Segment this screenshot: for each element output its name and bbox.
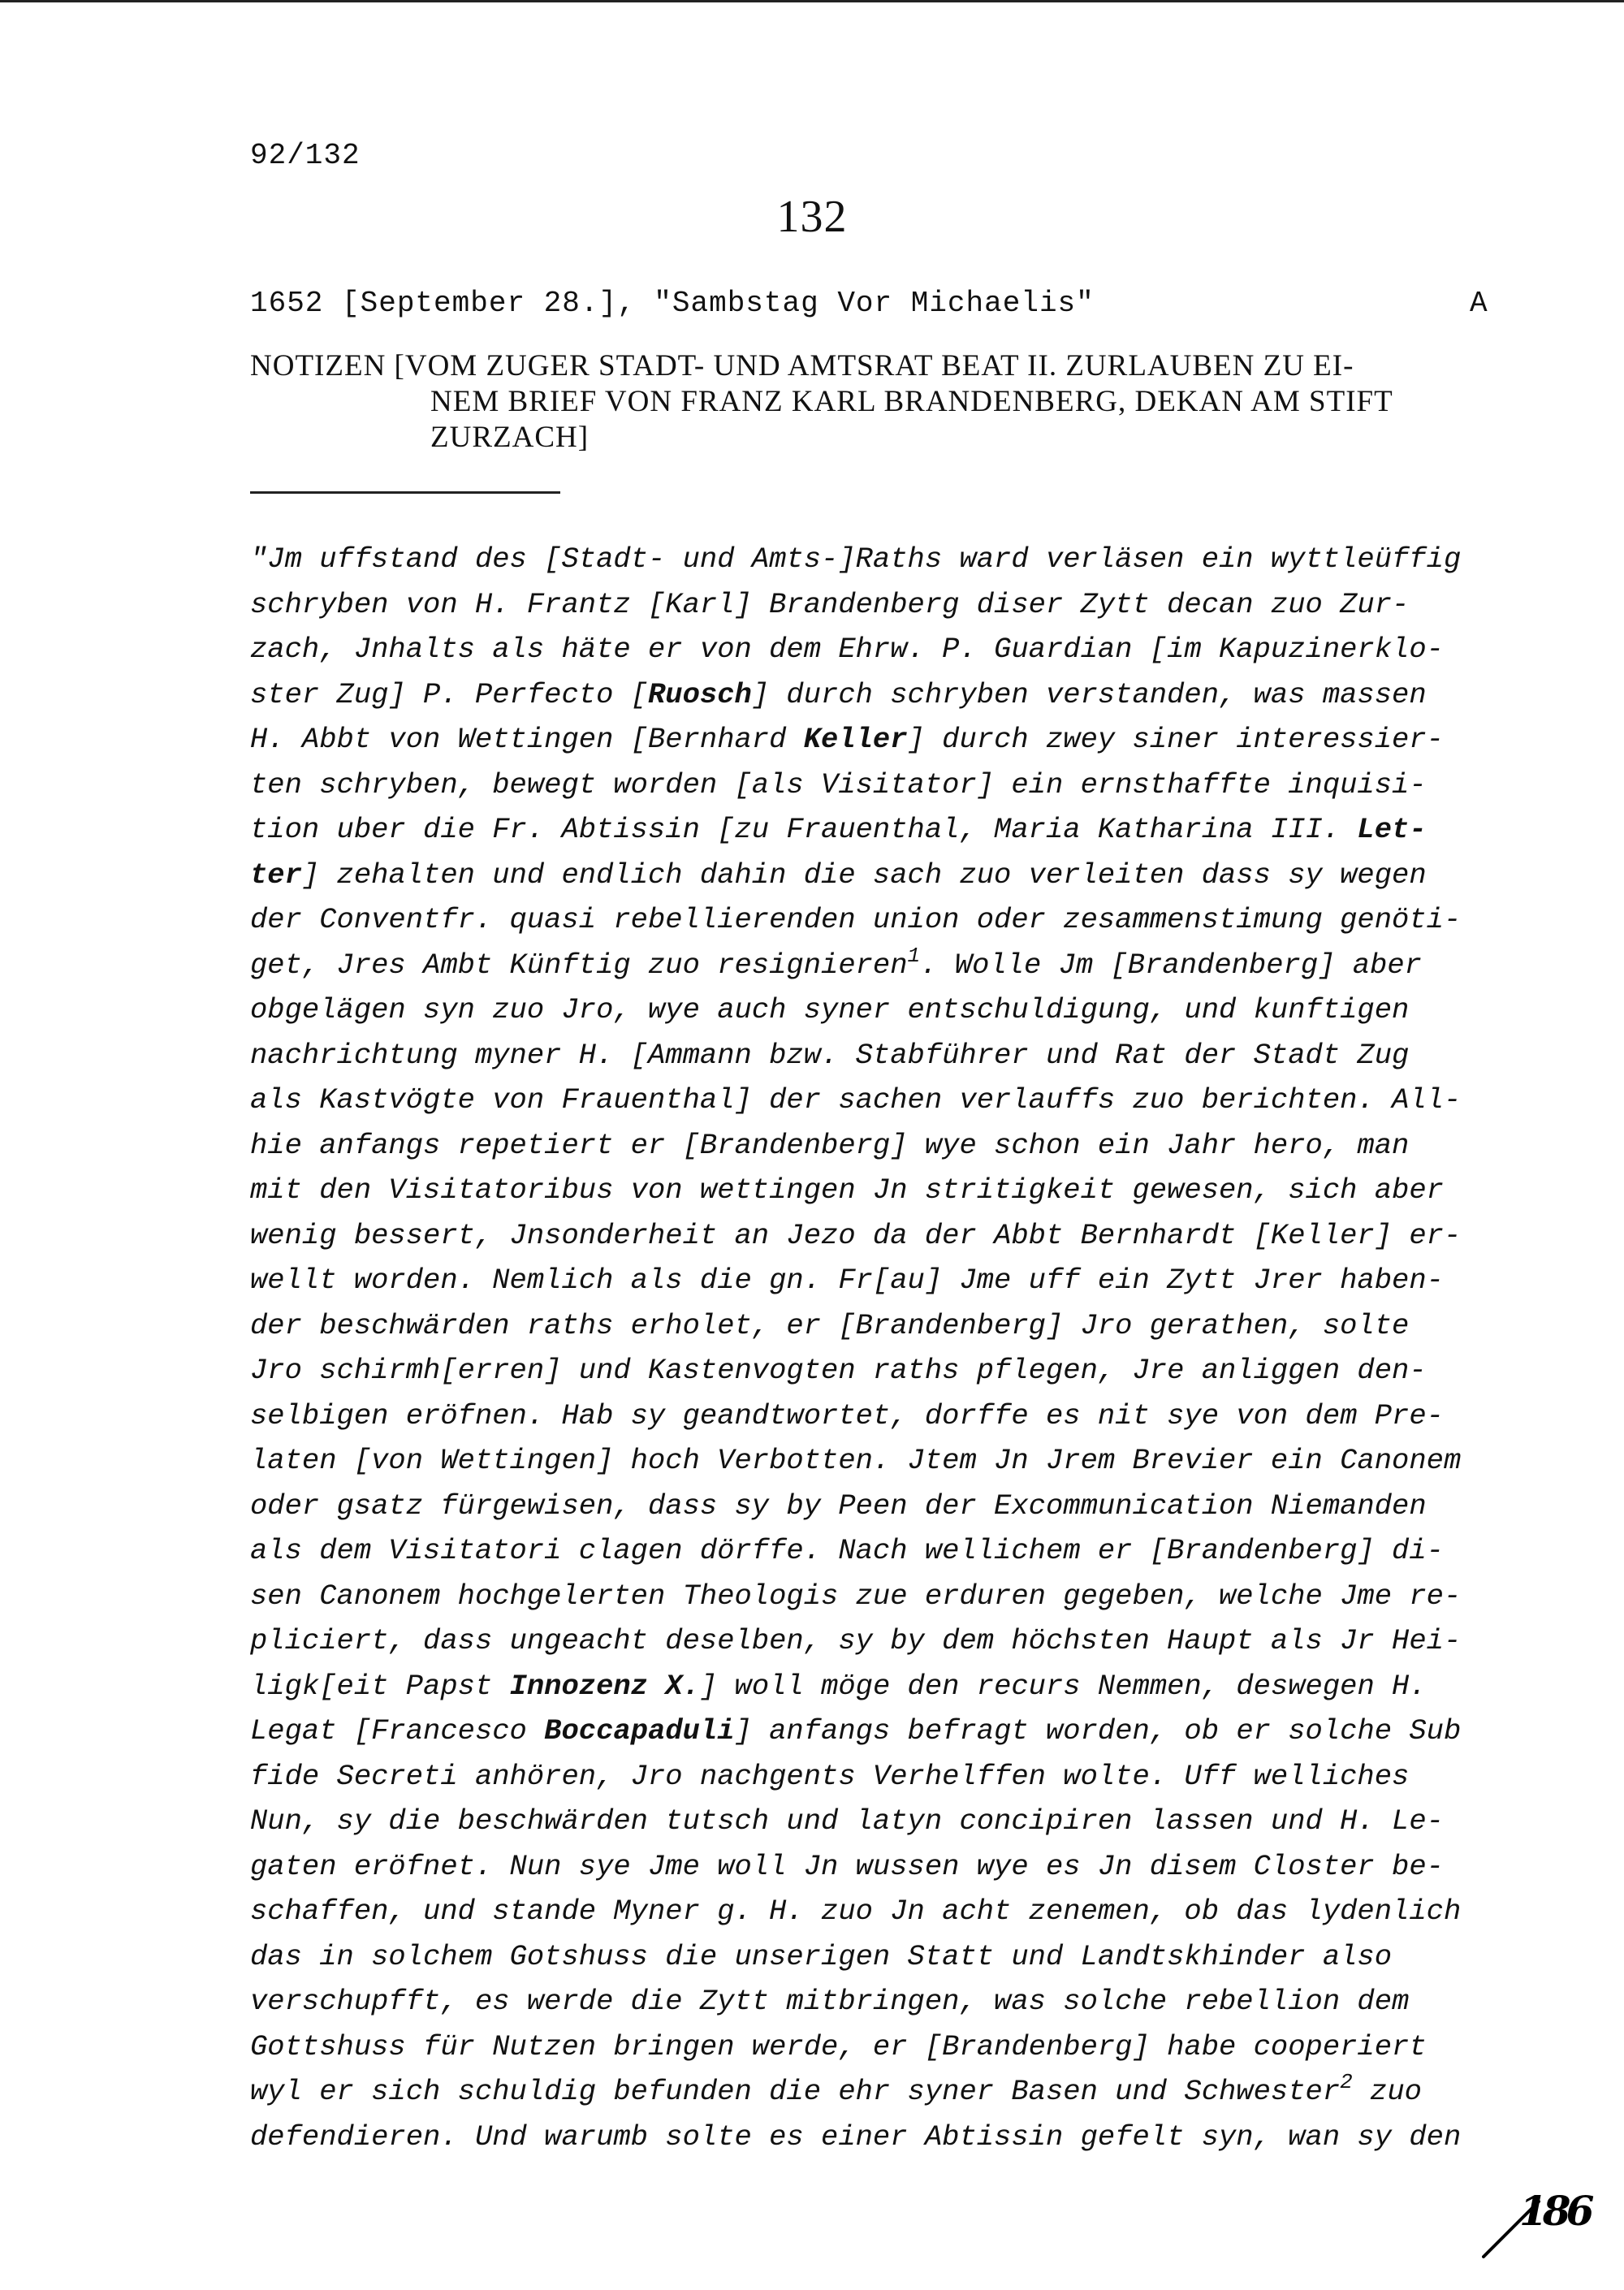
document-number: 132 (776, 192, 848, 242)
text-line: das in solchem Gotshuss die unserigen Statt und Landtskhinder also (250, 1939, 1393, 1973)
text-line: der Conventfr. quasi rebellierenden union oder zesammenstimung genöti- (250, 903, 1462, 936)
handwritten-page-number (1482, 2187, 1604, 2260)
text-line: Nun, sy die beschwärden tutsch und latyn concipiren lassen und H. Le- (250, 1804, 1444, 1838)
text-line: wellt worden. Nemlich als die gn. Fr[au] Jme uff ein Zytt Jrer haben- (250, 1264, 1444, 1297)
text-line: pliciert, dass ungeacht deselben, sy by dem höchsten Haupt als Jr Hei- (250, 1624, 1462, 1657)
text-line: ter] zehalten und endlich dahin die sach zuo verleiten dass sy wegen (250, 858, 1427, 892)
text-line: der beschwärden raths erholet, er [Brandenberg] Jro gerathen, solte (250, 1308, 1410, 1342)
document-heading (250, 348, 1501, 456)
text-line: mit den Visitatoribus von wettingen Jn stritigkeit gewesen, sich aber (250, 1173, 1444, 1207)
text-line: Legat [Francesco Boccapaduli] anfangs befragt worden, ob er solche Sub (250, 1714, 1462, 1748)
text-line: Gottshuss für Nutzen bringen werde, er [Brandenberg] habe cooperiert (250, 2029, 1427, 2063)
text-line: laten [von Wettingen] hoch Verbotten. Jtem Jn Jrem Brevier ein Canonem (250, 1444, 1462, 1477)
handwritten-number-text: 186 (1519, 2187, 1590, 2235)
text-line: H. Abbt von Wettingen [Bernhard Keller] durch zwey siner interessier- (250, 723, 1444, 756)
text-line: get, Jres Ambt Künftig zuo resignieren$^1$. Wolle Jm [Brandenberg] aber (250, 943, 1422, 982)
text-line: nachrichtung myner H. [Ammann bzw. Stabführer und Rat der Stadt Zug (250, 1038, 1410, 1072)
text-line: ten schryben, bewegt worden [als Visitator] ein ernsthaffte inquisi- (250, 767, 1427, 802)
text-line: selbigen eröfnen. Hab sy geandtwortet, dorffe es nit sye von dem Pre- (250, 1398, 1444, 1432)
text-line: tion uber die Fr. Abtissin [zu Frauenthal, Maria Katharina III. Let- (250, 813, 1427, 846)
text-line: Jro schirmh[erren] und Kastenvogten raths pflegen, Jre anliggen den- (250, 1354, 1427, 1387)
text-line: wyl er sich schuldig befunden die ehr syner Basen und Schwester$^2$ zuo (250, 2070, 1422, 2108)
text-line: als dem Visitatori clagen dörffe. Nach wellichem er [Brandenberg] di- (250, 1534, 1444, 1567)
text-line: schryben von H. Frantz [Karl] Brandenberg diser Zytt decan zuo Zur- (250, 587, 1410, 621)
text-line: gaten eröfnet. Nun sye Jme woll Jn wussen wye es Jn disem Closter be- (250, 1849, 1444, 1883)
heading-divider (250, 491, 560, 494)
date-line: 1652 [September 28.], "Sambstag Vor Michaelis" (250, 287, 1095, 320)
person-name: Let- (1357, 813, 1427, 846)
footnote-marker: 1 (907, 943, 921, 968)
heading-line: NEM BRIEF VON FRANZ KARL BRANDENBERG, DEKAN AM STIFT (430, 385, 1393, 418)
reference-number: 92/132 (250, 139, 361, 172)
person-name: ter (250, 858, 302, 892)
text-line: obgelägen syn zuo Jro, wye auch syner entschuldigung, und kunftigen (250, 993, 1410, 1026)
person-name: Boccapaduli (544, 1714, 735, 1748)
document-type-marker: A (1470, 287, 1488, 320)
person-name: Innozenz X. (509, 1669, 700, 1703)
text-line: zach, Jnhalts als häte er von dem Ehrw. P. Guardian [im Kapuzinerklo- (250, 633, 1444, 666)
text-line: fide Secreti anhören, Jro nachgents Verhelffen wolte. Uff welliches (250, 1759, 1410, 1793)
text-line: als Kastvögte von Frauenthal] der sachen verlauffs zuo berichten. All- (250, 1083, 1462, 1117)
text-line: hie anfangs repetiert er [Brandenberg] wye schon ein Jahr hero, man (250, 1128, 1410, 1162)
text-line: ster Zug] P. Perfecto [Ruosch] durch schryben verstanden, was massen (250, 677, 1427, 711)
person-name: Ruosch (647, 677, 752, 711)
text-line: wenig bessert, Jnsonderheit an Jezo da der Abbt Bernhardt [Keller] er- (250, 1218, 1462, 1252)
text-line: schaffen, und stande Myner g. H. zuo Jn acht zenemen, ob das lydenlich (250, 1895, 1462, 1928)
footnote-marker: 2 (1340, 2070, 1353, 2094)
text-line: defendieren. Und warumb solte es einer Abtissin gefelt syn, wan sy den (250, 2119, 1462, 2154)
text-line: verschupfft, es werde die Zytt mitbringen, was solche rebellion dem (250, 1985, 1410, 2018)
transcription-body (250, 537, 1517, 2159)
text-line: oder gsatz fürgewisen, dass sy by Peen der Excommunication Niemanden (250, 1488, 1427, 1523)
text-line: sen Canonem hochgelerten Theologis zue erduren gegeben, welche Jme re- (250, 1579, 1462, 1613)
heading-line: NOTIZEN [VOM ZUGER STADT- UND AMTSRAT BEAT II. ZURLAUBEN ZU EI- (250, 349, 1354, 382)
person-name: Keller (803, 723, 908, 756)
text-line: "Jm uffstand des [Stadt- und Amts-]Raths ward verläsen ein wyttleüffig (250, 542, 1462, 576)
heading-line: ZURZACH] (430, 421, 590, 454)
text-line: ligk[eit Papst Innozenz X.] woll möge den recurs Nemmen, deswegen H. (250, 1669, 1427, 1703)
